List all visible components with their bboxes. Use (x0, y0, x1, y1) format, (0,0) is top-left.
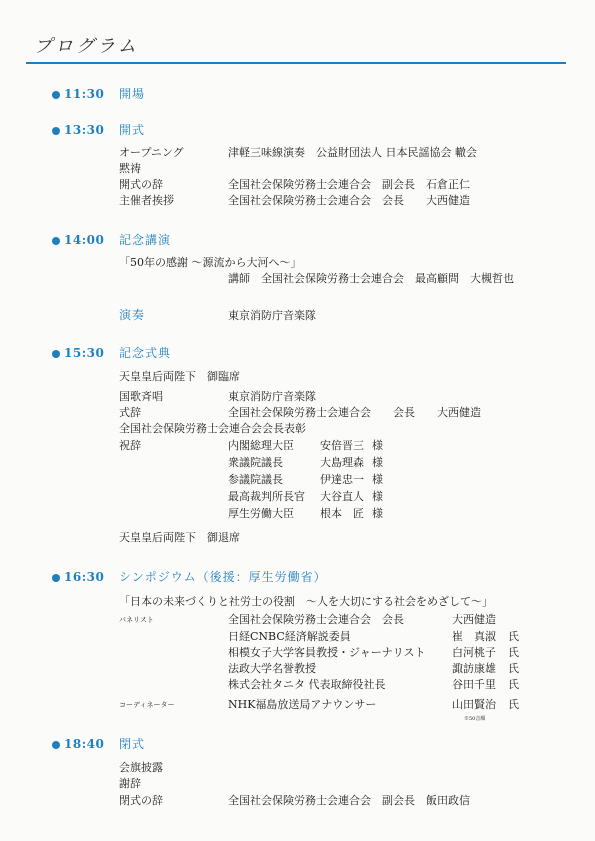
bullet-icon (52, 91, 60, 99)
title-rule (26, 62, 566, 64)
panelist-name: 諏訪康雄 (452, 662, 496, 675)
program-label: 会旗披露 (119, 761, 163, 774)
bullet-icon (52, 350, 60, 358)
section-heading: 閉式 (119, 737, 146, 751)
panelist-org: 法政大学名誉教授 (228, 662, 316, 675)
section-heading: シンポジウム（後援：厚生労働省） (119, 570, 327, 584)
bullet-icon (52, 741, 60, 749)
panelist-name: 白河桃子 (452, 646, 496, 659)
section-heading: 記念式典 (119, 346, 172, 360)
program-label: 開式の辞 (119, 178, 163, 191)
coordinator-org: NHK福島放送局アナウンサー (228, 698, 377, 711)
section-time: 16:30 (64, 570, 105, 584)
imperial-arrival: 天皇皇后両陛下 御臨席 (119, 370, 240, 383)
section-heading: 開場 (119, 87, 146, 101)
panelist-name: 崔 真淑 (452, 630, 496, 643)
section-time: 11:30 (64, 87, 105, 101)
program-detail: 津軽三味線演奏 公益財団法人 日本民謡協会 轍会 (228, 146, 477, 159)
congrats-title: 内閣総理大臣 (228, 439, 294, 452)
performance-heading: 演奏 (119, 308, 146, 322)
symposium-theme: 「日本の未来づくりと社労士の役割 ～人を大切にする社会をめざして～」 (119, 595, 493, 608)
order-note: ※50音順 (464, 716, 486, 722)
panelist-honorific: 氏 (508, 630, 519, 643)
section-time: 14:00 (64, 233, 105, 247)
coordinator-name: 山田賢治 (452, 698, 496, 711)
section-heading: 記念講演 (119, 233, 172, 247)
panelist-org: 全国社会保険労務士会連合会 会長 (228, 613, 404, 626)
bullet-icon (52, 237, 60, 245)
congrats-name: 大島理森 (320, 456, 364, 469)
imperial-departure: 天皇皇后両陛下 御退席 (119, 531, 240, 544)
section-time: 18:40 (64, 737, 105, 751)
panelist-honorific: 氏 (508, 678, 519, 691)
program-detail: 東京消防庁音楽隊 (228, 390, 316, 403)
program-label: 謝辞 (119, 777, 141, 790)
congrats-honorific: 様 (372, 473, 383, 486)
program-label: 閉式の辞 (119, 794, 163, 807)
program-label: 式辞 (119, 406, 141, 419)
performance-detail: 東京消防庁音楽隊 (228, 309, 316, 322)
program-detail: 全国社会保険労務士会連合会 会長 大西健造 (228, 406, 481, 419)
congrats-name: 安倍晋三 (320, 439, 364, 452)
program-detail: 全国社会保険労務士会連合会 会長 大西健造 (228, 194, 470, 207)
panelist-org: 日経CNBC経済解説委員 (228, 630, 351, 643)
panelist-name: 谷田千里 (452, 678, 496, 691)
lecture-title: 「50年の感謝 ～源流から大河へ～」 (119, 256, 302, 269)
panelist-honorific: 氏 (508, 662, 519, 675)
page-title: プログラム (34, 36, 139, 57)
congrats-name: 根本 匠 (320, 507, 364, 520)
program-label: オープニング (119, 146, 184, 159)
bullet-icon (52, 127, 60, 135)
bullet-icon (52, 574, 60, 582)
congrats-name: 大谷直人 (320, 490, 364, 503)
congrats-title: 最高裁判所長官 (228, 490, 305, 503)
congrats-honorific: 様 (372, 439, 383, 452)
lecturer: 講師 全国社会保険労務士会連合会 最高顧問 大槻哲也 (228, 272, 514, 285)
program-label: 祝辞 (119, 439, 141, 452)
panelist-org: 相模女子大学客員教授・ジャーナリスト (228, 646, 426, 659)
coordinator-honorific: 氏 (508, 698, 519, 711)
panelist-label: パネリスト (119, 616, 154, 624)
panelist-honorific: 氏 (508, 646, 519, 659)
congrats-honorific: 様 (372, 456, 383, 469)
congrats-name: 伊達忠一 (320, 473, 364, 486)
panelist-name: 大西健造 (452, 613, 496, 626)
congrats-title: 衆議院議長 (228, 456, 283, 469)
section-heading: 開式 (119, 123, 146, 137)
coordinator-label: コーディネーター (119, 701, 175, 709)
congrats-honorific: 様 (372, 490, 383, 503)
program-label: 黙祷 (119, 162, 141, 175)
program-detail: 全国社会保険労務士会連合会 副会長 飯田政信 (228, 794, 470, 807)
congrats-title: 厚生労働大臣 (228, 507, 294, 520)
program-label: 国歌斉唱 (119, 390, 163, 403)
congrats-honorific: 様 (372, 507, 383, 520)
program-label: 主催者挨拶 (119, 194, 174, 207)
panelist-org: 株式会社タニタ 代表取締役社長 (228, 678, 386, 691)
congrats-title: 参議院議長 (228, 473, 283, 486)
section-time: 15:30 (64, 346, 105, 360)
award-line: 全国社会保険労務士会連合会会長表彰 (119, 422, 306, 435)
program-detail: 全国社会保険労務士会連合会 副会長 石倉正仁 (228, 178, 470, 191)
section-time: 13:30 (64, 123, 105, 137)
